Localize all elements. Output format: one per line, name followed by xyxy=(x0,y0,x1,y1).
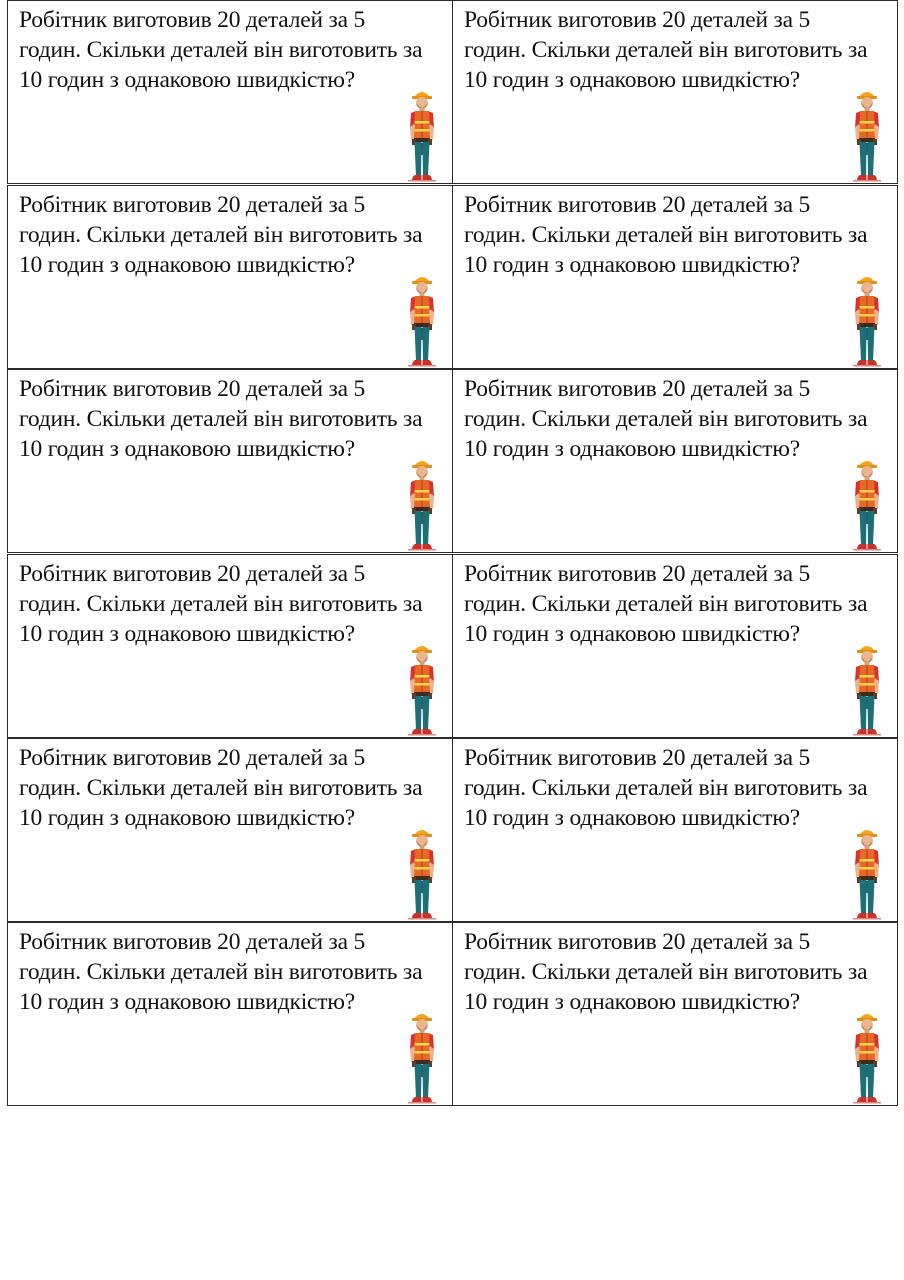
task-card xyxy=(452,185,898,369)
task-text: Робітник виготовив 20 деталей за 5 годин. Скільки деталей він виготовить за 10 годин з однаковою швидкістю? xyxy=(464,7,868,93)
task-text: Робітник виготовив 20 деталей за 5 годин. Скільки деталей він виготовить за 10 годин з однаковою швидкістю? xyxy=(464,192,868,278)
construction-worker-icon xyxy=(847,86,887,182)
construction-worker-icon xyxy=(402,1008,442,1104)
task-text: Робітник виготовив 20 деталей за 5 годин. Скільки деталей він виготовить за 10 годин з однаковою швидкістю? xyxy=(464,929,868,1015)
task-text: Робітник виготовив 20 деталей за 5 годин. Скільки деталей він виготовить за 10 годин з однаковою швидкістю? xyxy=(464,745,868,831)
construction-worker-icon xyxy=(847,455,887,551)
task-card-sheet xyxy=(7,0,898,1108)
construction-worker-icon xyxy=(402,455,442,551)
construction-worker-icon xyxy=(402,640,442,736)
task-text: Робітник виготовив 20 деталей за 5 годин. Скільки деталей він виготовить за 10 годин з однаковою швидкістю? xyxy=(464,376,868,462)
task-card xyxy=(452,0,898,184)
task-card xyxy=(7,185,453,369)
task-card xyxy=(7,738,453,922)
task-text: Робітник виготовив 20 деталей за 5 годин. Скільки деталей він виготовить за 10 годин з однаковою швидкістю? xyxy=(464,561,868,647)
task-text: Робітник виготовив 20 деталей за 5 годин. Скільки деталей він виготовить за 10 годин з однаковою швидкістю? xyxy=(19,929,423,1015)
task-text: Робітник виготовив 20 деталей за 5 годин. Скільки деталей він виготовить за 10 годин з однаковою швидкістю? xyxy=(19,376,423,462)
task-text: Робітник виготовив 20 деталей за 5 годин. Скільки деталей він виготовить за 10 годин з однаковою швидкістю? xyxy=(19,745,423,831)
construction-worker-icon xyxy=(847,271,887,367)
task-card xyxy=(452,554,898,738)
task-card xyxy=(7,369,453,553)
construction-worker-icon xyxy=(402,271,442,367)
task-card xyxy=(7,922,453,1106)
construction-worker-icon xyxy=(402,86,442,182)
task-card xyxy=(452,922,898,1106)
task-text: Робітник виготовив 20 деталей за 5 годин. Скільки деталей він виготовить за 10 годин з однаковою швидкістю? xyxy=(19,192,423,278)
construction-worker-icon xyxy=(847,1008,887,1104)
task-text: Робітник виготовив 20 деталей за 5 годин. Скільки деталей він виготовить за 10 годин з однаковою швидкістю? xyxy=(19,7,423,93)
task-card xyxy=(7,0,453,184)
task-card xyxy=(7,554,453,738)
construction-worker-icon xyxy=(847,640,887,736)
task-card xyxy=(452,738,898,922)
task-text: Робітник виготовив 20 деталей за 5 годин. Скільки деталей він виготовить за 10 годин з однаковою швидкістю? xyxy=(19,561,423,647)
construction-worker-icon xyxy=(402,824,442,920)
construction-worker-icon xyxy=(847,824,887,920)
task-card xyxy=(452,369,898,553)
